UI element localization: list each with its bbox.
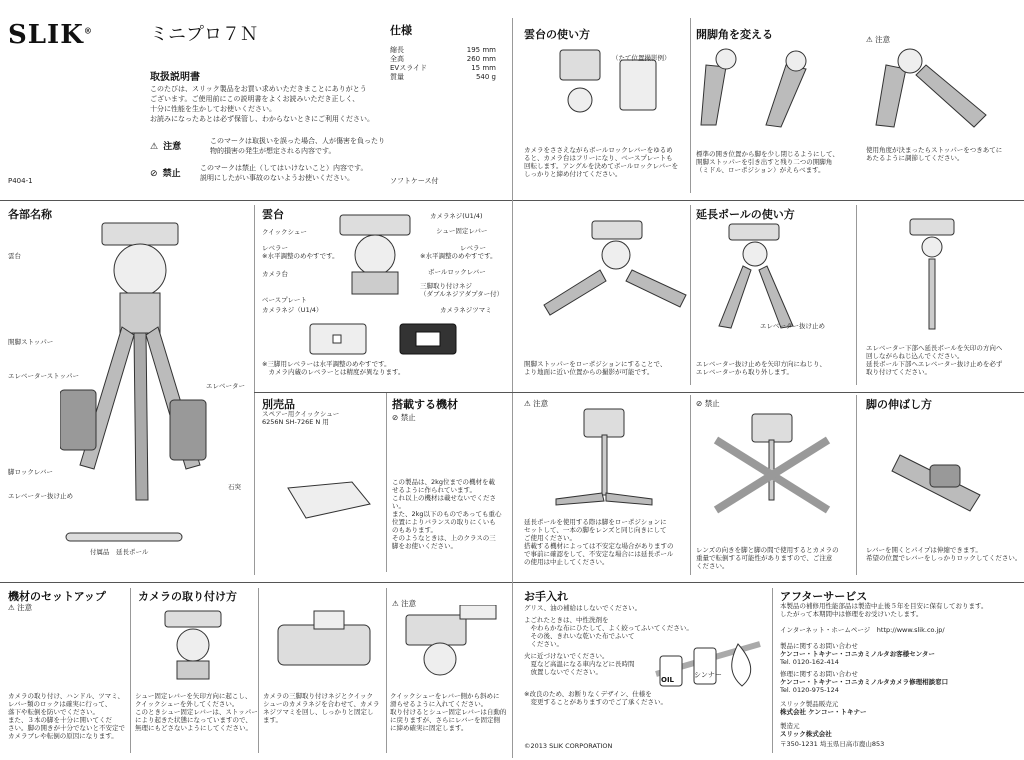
divider (386, 392, 387, 572)
care-title: お手入れ (524, 590, 568, 603)
leg-extend-illustration (890, 425, 1000, 525)
separate-title: 別売品 (262, 398, 295, 411)
label-elevator-stopper: エレベーターストッパー (8, 372, 79, 380)
spec-table: 縮長 195 mm 全高 260 mm EVスライド 15 mm 質量 540 g (390, 46, 496, 81)
ext-pole-step2-illustration (900, 215, 970, 335)
after-title: アフターサービス (780, 590, 868, 603)
label-camera-platform: カメラ台 (262, 270, 288, 278)
vertical-shooting-label: （たて位置撮影例） (612, 54, 671, 62)
repair-inquiry-tel: Tel. 0120-975-124 (780, 686, 839, 694)
divider (690, 18, 691, 193)
ext-pole-text1: エレベーター抜け止めを矢印方向にねじり、 エレベーターから取り外します。 (696, 360, 826, 376)
product-inquiry-tel: Tel. 0120-162-414 (780, 658, 839, 666)
label-base-plate: ベースプレート (262, 296, 307, 304)
label-ball-lock: ボールロックレバー (428, 268, 486, 276)
divider (386, 588, 387, 753)
mount-caution: ⚠ 注意 (392, 599, 417, 608)
extension-pole-illustration (64, 530, 184, 544)
prohibit-icon: ⊘ (696, 399, 703, 408)
load-text: この製品は、2kg位までの機材を載 せるように作られています。 これ以上の機材は載せないでくださ い。 また、2kg以下のものであっても重心 位置によりバランスの取りにくいも のもあります。 そのようなときは、上のクラスの三 脚をお使いください。 (392, 478, 502, 550)
divider (512, 18, 513, 758)
caution-text: このマークは取扱いを誤った場合、人が傷害を負ったり 物的損害の発生が想定される内容です。 (210, 137, 385, 155)
divider (258, 588, 259, 753)
label-leg-lock: 脚ロックレバー (8, 468, 53, 476)
product-inquiry-company: ケンコー・トキナー・コニカミノルタお客様センター (780, 650, 935, 658)
material-title: 機材のセットアップ (8, 590, 106, 603)
label-leveler: レベラー (262, 244, 288, 252)
after-text: 本製品の補修用性能部品は製造中止後５年を目安に保有しております。 したがって本期間中は修理をお受けいたします。 (780, 602, 988, 618)
head-use-text: カメラをささえながらボールロックレバーをゆるめ ると、カメラ台はフリーになり、ベースプレートも 回転します。アングルを決めてボールロックレバーを しっかりと締め付けてください。 (524, 146, 679, 178)
divider (690, 395, 691, 575)
leg-angle-title: 開脚角を変える (696, 28, 773, 41)
leg-angle-illustration (696, 45, 846, 135)
product-inquiry-label: 製品に関するお問い合わせ (780, 642, 858, 650)
divider (254, 205, 255, 575)
distributor-company: 株式会社 ケンコー・トキナー (780, 708, 867, 716)
head-title: 雲台 (262, 208, 284, 221)
ballhead-illustration (330, 210, 420, 300)
leg-extend-title: 脚の伸ばし方 (866, 398, 932, 411)
prohibit-icon: ⊘ (150, 169, 158, 179)
caution-icon: ⚠ (8, 603, 15, 612)
material-caution: ⚠ 注意 (8, 603, 33, 612)
low-position-illustration (540, 215, 690, 325)
spare-shoe-illustration (282, 478, 374, 528)
divider (254, 392, 512, 393)
label-tripod-screw: 三脚取り付けネジ （ダブルネジアダプター付） (420, 282, 504, 298)
prohibit-icon: ⊘ (392, 413, 399, 422)
screw-knob-illustration (398, 318, 458, 358)
material-text: カメラの取り付け、ハンドル、ツマミ、 レバー類のロックは確実に行って、 落下や転倒を防いでください。 また、３本の脚を十分に開いてくだ さい。脚の開きが十分でないと不安定で カメラブレや転倒の原因になります。 (8, 692, 125, 740)
divider (772, 588, 773, 753)
ext-pole-label: エレベーター抜け止め (760, 322, 825, 330)
mount-title: カメラの取り付け方 (138, 590, 237, 603)
mount-step3-illustration (400, 605, 500, 685)
maker-label: 製造元 (780, 722, 800, 730)
leg-angle-caution: ⚠ 注意 (866, 35, 891, 44)
leg-angle-caution-text: 使用角度が決まったらストッパーをつきあてに あたるように調節してください。 (866, 146, 1003, 162)
label-camera-screw-top: カメラネジ(U1/4) (430, 212, 483, 220)
caution-icon: ⚠ (150, 142, 159, 152)
divider (856, 395, 857, 575)
load-title: 搭載する機材 (392, 398, 458, 411)
spec-title: 仕様 (390, 24, 412, 37)
label-leveler-right-note: ※水平調整のめやすです。 (420, 252, 497, 260)
divider (130, 588, 131, 753)
tripod-illustration (60, 215, 230, 515)
website-link[interactable]: インターネット・ホームページ http://www.slik.co.jp/ (780, 626, 945, 634)
maker-address: 〒350-1231 埼玉県日高市鹿山853 (780, 740, 885, 748)
thinner-icon-label: シンナー (694, 671, 722, 679)
mount-step1-illustration (155, 605, 235, 685)
leg-angle-caution-illustration (866, 45, 1006, 140)
label-elevator: エレベーター (206, 382, 245, 390)
label-camera-screw-knob: カメラネジツマミ (440, 306, 492, 314)
ext-caution: ⚠ 注意 (524, 399, 549, 408)
parts-title: 各部名称 (8, 208, 52, 221)
label-leg-stopper: 開脚ストッパー (8, 338, 54, 346)
label-shoe-lock: シュー固定レバー (436, 227, 488, 235)
divider (856, 205, 857, 385)
shoe-bottom-illustration (308, 318, 368, 358)
load-prohibit: ⊘ 禁止 (392, 413, 416, 422)
ext-pole-step1-illustration (715, 220, 805, 330)
ext-pole-title: 延長ポールの使い方 (696, 208, 795, 221)
label-leveler-right: レベラー (460, 244, 486, 252)
ext-pole-text2: エレベーター下部へ延長ボールを矢印の方向へ 回しながらねじ込んでください。 延長ボール下部へエレベーター抜け止めを必ず 取り付けてください。 (866, 344, 1003, 376)
ext-prohibit: ⊘ 禁止 (696, 399, 720, 408)
product-name: ミニプロ７Ｎ (150, 24, 258, 45)
divider (512, 392, 1024, 393)
caution-notice: ⚠ 注意 (150, 142, 182, 152)
leg-angle-text: 標準の開き位置から脚を少し閉じるようにして、 開脚ストッパーを引き出すと残り二つの開脚角 （ミドル、ローポジション）がえらべます。 (696, 150, 839, 174)
mount-step2-illustration (274, 605, 374, 675)
ext-caution-text: 延長ポールを使用する際は脚をローポジションに セットして、一本の脚をレンズと同じ向きにして ご使用ください。 搭載する機材によっては不安定な場合がありますの で事前に確認をして、不安定な場合には延長ポール の使用は中止してください。 (524, 518, 674, 566)
oil-thinner-fire-prohibit-icons (652, 634, 764, 696)
label-foot: 石突 (228, 483, 241, 491)
prohibit-notice: ⊘ 禁止 (150, 169, 181, 179)
intro-text: このたびは、スリック製品をお買い求めいただきまことにありがとう ございます。ご使用前にこの説明書をよくお読みいただき正しく、 十分に性能を生かしてお使いください。 お読みになったあとは必ず保管し、わからないときにご利用ください。 (150, 85, 374, 123)
care-note: ※改良のため、お断りなくデザイン、仕様を 変更することがありますのでご了承ください。 (524, 690, 667, 706)
head-use-title: 雲台の使い方 (524, 28, 590, 41)
document-code: P404-1 (8, 177, 33, 185)
label-head: 雲台 (8, 252, 21, 260)
caution-icon: ⚠ (866, 35, 873, 44)
oil-icon-label: OIL (661, 676, 675, 684)
separate-text: スペアー用クイックシュー 6256N SH-726E N 用 (262, 410, 340, 426)
manual-title: 取扱説明書 (150, 72, 200, 83)
repair-inquiry-label: 修理に関するお問い合わせ (780, 670, 858, 678)
brand-logo: SLIK® (8, 20, 93, 50)
divider (690, 205, 691, 385)
low-position-text: 開脚ストッパーをローポジションにすることで、 より地面に近い位置からの撮影が可能です。 (524, 360, 667, 376)
head-note: ※三脚用レベラーは水平調整のめやすです。 カメラ内蔵のレベラーとは精度が異なります。 (262, 360, 405, 376)
ext-prohibit-text: レンズの向きを脚と脚の間で使用するとカメラの 重量で転倒する可能性がありますので、ご注意 ください。 (696, 546, 839, 570)
copyright: ©2013 SLIK CORPORATION (524, 742, 613, 750)
caution-icon: ⚠ (524, 399, 531, 408)
care-item-1: グリス、油の補給はしないでください。 (524, 604, 642, 612)
leg-extend-text: レバーを開くとパイプは伸縮できます。 希望の位置でレバーをしっかりロックしてください。 (866, 546, 1022, 562)
label-leveler-note: ※水平調整のめやすです。 (262, 252, 339, 260)
mount-step3-text: クイックシューをレバー側から斜めに 滑らせるように入れてください。 取り付けるとシュー固定レバーは自動的 に戻りますが、さらにレバーを固定側 に締め確実に固定します。 (390, 692, 507, 732)
label-camera-screw: カメラネジ（U1/4） (262, 306, 323, 314)
distributor-label: スリック製品販売元 (780, 700, 839, 708)
label-quick-shoe: クイックシュー (262, 228, 307, 236)
caution-icon: ⚠ (392, 599, 399, 608)
maker-company: スリック株式会社 (780, 730, 832, 738)
ext-prohibit-illustration (712, 410, 832, 520)
label-elevator-stop: エレベーター抜け止め (8, 492, 73, 500)
prohibit-text: このマークは禁止（してはいけないこと）内容です。 説明にしたがい事故のないようお使いください。 (200, 164, 368, 182)
care-item-2: よごれたときは、中性洗剤を やわらかな布にひたして、よく絞ってふいてください。 その後、きれいな乾いた布でふいて ください。 (524, 616, 693, 648)
accessory-note: ソフトケース付 (390, 177, 439, 185)
care-item-3: 火に近づけないでください。 夏など高温になる車内などに長時間 放置しないでください。 (524, 652, 635, 676)
mount-step2-text: カメラの三脚取り付けネジとクイック シューのカメラネジを合わせて、カメラ ネジツマミを回し、しっかりと固定し ます。 (263, 692, 380, 724)
repair-inquiry-company: ケンコー・トキナー・コニカミノルタカメラ修理相談窓口 (780, 678, 949, 686)
label-accessory-pole: 付属品 延長ポール (90, 548, 149, 556)
ext-caution-illustration (548, 405, 658, 515)
mount-step1-text: シュー固定レバーを矢印方向に起こし、 クイックシューを外してください。 このときシュー固定レバーは、ストッパー により起きた状態になっていますので、 無理にもどさないようにしてください。 (135, 692, 258, 732)
